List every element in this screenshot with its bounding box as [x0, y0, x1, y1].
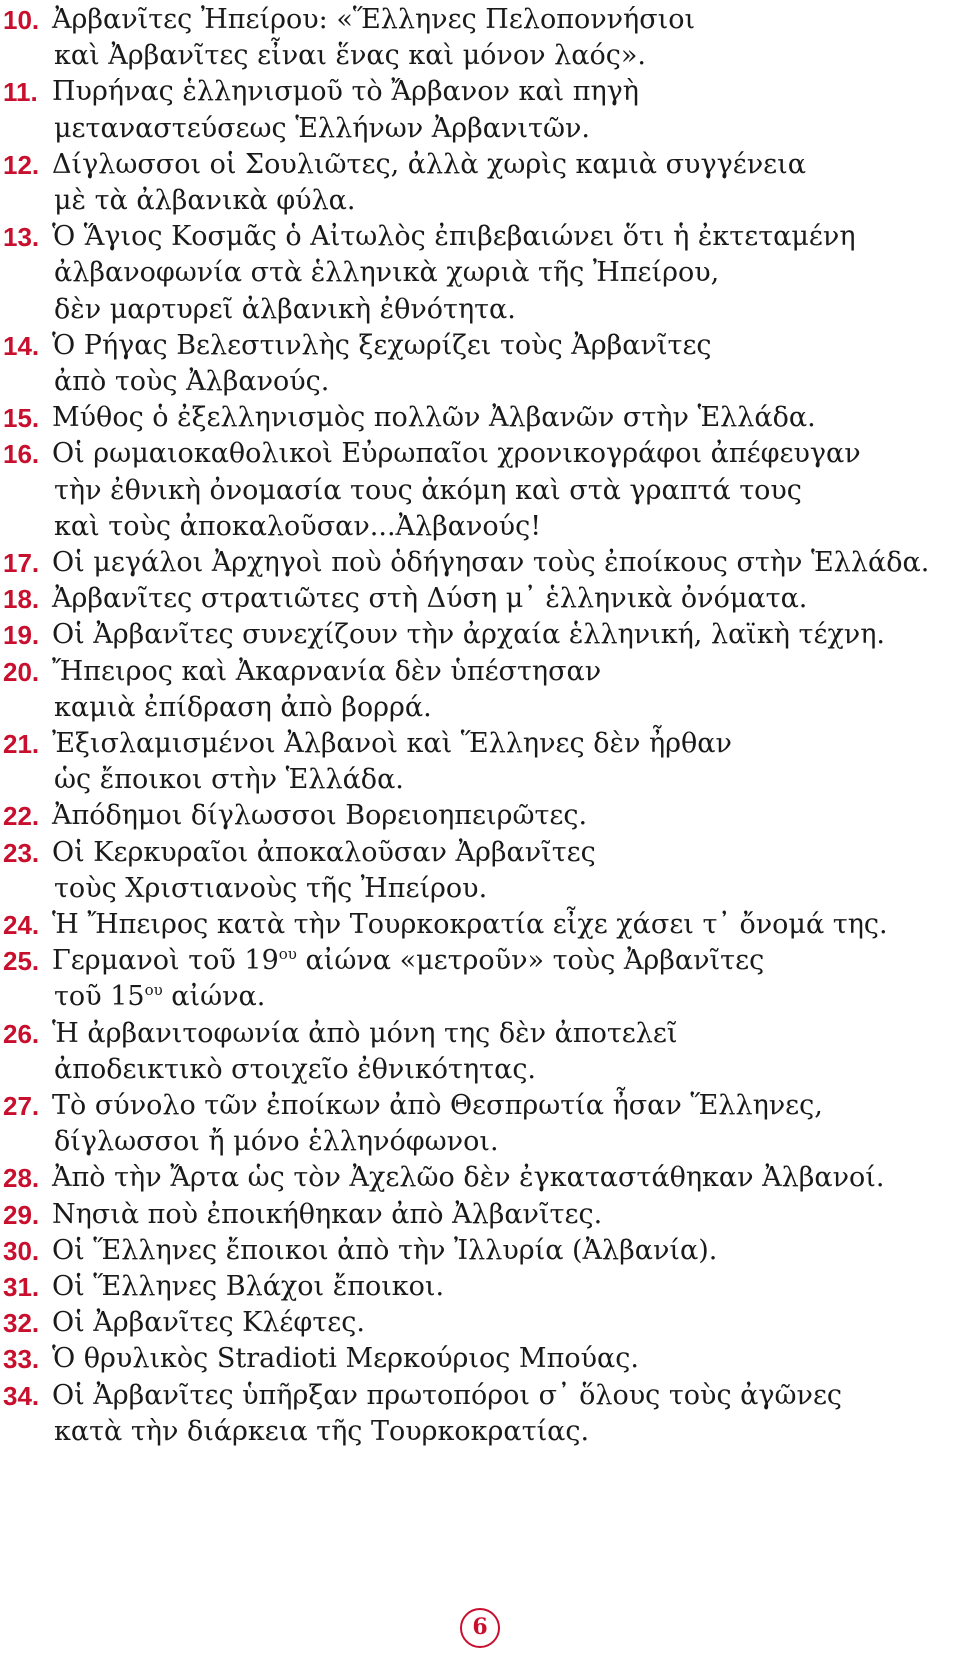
- entry-title-line: Νησιὰ ποὺ ἐποικήθηκαν ἀπὸ Ἀλβανῖτες.: [52, 1198, 603, 1230]
- entry-title-line: Οἱ Ἀρβανῖτες ὑπῆρξαν πρωτοπόροι σ᾽ ὅλους τοὺς ἀγῶνες: [52, 1379, 843, 1411]
- entry-number: 17. 26.: [3, 1018, 40, 1049]
- entry-continuation-line: μὲ τὰ ἀλβανικὰ φύλα.: [54, 184, 356, 216]
- entry-continuation-line: ἀπὸ τοὺς Ἀλβανούς.: [54, 365, 330, 397]
- toc-entry: [0, 905, 960, 940]
- entry-number: 20. 29.: [3, 1199, 40, 1230]
- entry-number: 14. 23.: [3, 837, 40, 868]
- entry-continuation-line: κατὰ τὴν διάρκεια τῆς Τουρκοκρατίας.: [54, 1415, 590, 1447]
- toc-entry: [0, 217, 960, 325]
- toc-entry: [0, 543, 960, 578]
- toc-entry: [0, 579, 960, 615]
- entry-number: 10. 19.: [3, 620, 40, 651]
- entry-title-line: Μύθος ὁ ἐξελληνισμὸς πολλῶν Ἀλβανῶν στὴν Ἑλλάδα.: [52, 402, 816, 434]
- entry-number: 4. 13.: [3, 222, 40, 253]
- toc-entry: [0, 833, 960, 904]
- page-number: 6: [460, 1608, 500, 1648]
- toc-entry: [0, 1014, 960, 1085]
- entry-continuation-line: ὡς ἔποικοι στὴν Ἑλλάδα.: [54, 764, 404, 796]
- toc-entry: [0, 1195, 960, 1230]
- entry-number: 16. 25.: [3, 946, 40, 977]
- ordinal-superscript: ου: [144, 981, 163, 1000]
- toc-entry: [0, 0, 960, 72]
- toc-entry: [0, 72, 960, 144]
- toc-entry: [0, 434, 960, 542]
- entry-continuation-line: ἀποδεικτικὸ στοιχεῖο ἐθνικότητας.: [54, 1053, 537, 1085]
- entry-number: 22. 31.: [3, 1272, 40, 1302]
- entry-continuation-line: μεταναστεύσεως Ἑλλήνων Ἀρβανιτῶν.: [54, 112, 590, 144]
- entry-continuation-line: ἀλβανοφωνία στὰ ἑλληνικὰ χωριὰ τῆς Ἠπείρου,: [54, 257, 720, 289]
- entry-number: 21. 30.: [3, 1235, 40, 1266]
- entry-continuation-line: τὴν ἐθνικὴ ὀνομασία τους ἀκόμη καὶ στὰ γραπτά τους: [54, 474, 802, 506]
- entry-continuation-line: δὲν μαρτυρεῖ ἀλβανικὴ ἐθνότητα.: [54, 293, 516, 325]
- entry-title-line: Οἱ μεγάλοι Ἀρχηγοὶ ποὺ ὁδήγησαν τοὺς ἐποίκους στὴν Ἑλλάδα.: [52, 547, 930, 578]
- entry-number: 6. 15.: [3, 403, 40, 434]
- entry-number: 1. 10.: [3, 5, 40, 35]
- toc-entry: [0, 1303, 960, 1339]
- toc-entry: [0, 1339, 960, 1375]
- entry-number: 9. 18.: [3, 584, 40, 615]
- entry-continuation-line: καμιὰ ἐπίδραση ἀπὸ βορρά.: [54, 691, 432, 723]
- entry-continuation-line: καὶ τοὺς ἀποκαλοῦσαν...Ἀλβανούς!: [54, 510, 542, 542]
- entry-title-line: Γερμανοὶ τοῦ $19^{o\upsilon}$ αἰώνα «μετροῦν» τοὺς Ἀρβανῖτες: [52, 945, 765, 977]
- toc-entry: [0, 1231, 960, 1266]
- entry-number: 8. 17.: [3, 548, 40, 578]
- entry-number: 15. 24.: [3, 910, 40, 940]
- entry-number: 7. 16.: [3, 439, 40, 470]
- entry-number: 3. 12.: [3, 149, 40, 180]
- entry-continuation-line: καὶ Ἀρβανῖτες εἶναι ἕνας καὶ μόνον λαός».: [54, 40, 646, 72]
- entry-title-line: Ἀρβανῖτες Ἠπείρου: «Ἕλληνες Πελοποννήσιοι: [52, 4, 696, 35]
- entry-title-line: Ὁ Ρήγας Βελεστινλὴς ξεχωρίζει τοὺς Ἀρβανῖτες: [52, 329, 712, 361]
- entry-number: 11. 20.: [3, 656, 40, 687]
- toc-entry: [0, 1267, 960, 1302]
- entry-number: 25. 34.: [3, 1380, 40, 1411]
- entry-number: 12. 21.: [3, 729, 40, 759]
- ordinal-superscript: ου: [278, 945, 297, 964]
- entry-title-line: Οἱ Ἕλληνες Βλάχοι ἔποικοι.: [52, 1271, 445, 1302]
- entry-number: 2. 11.: [3, 77, 38, 108]
- toc-entry: [0, 1086, 960, 1158]
- entry-title-line: Ὁ Ἅγιος Κοσμᾶς ὁ Αἰτωλὸς ἐπιβεβαιώνει ὅτι ἡ ἐκτεταμένη: [52, 221, 856, 253]
- entry-title-line: Ἡ Ἤπειρος κατὰ τὴν Τουρκοκρατία εἶχε χάσει τ᾽ ὄνομά της.: [52, 909, 888, 940]
- entry-title-line: Οἱ Ἀρβανῖτες Κλέφτες.: [52, 1307, 365, 1339]
- toc-entry: [0, 724, 960, 796]
- entry-number: 24. 33.: [3, 1344, 40, 1375]
- entry-continuation-line: τοὺς Χριστιανοὺς τῆς Ἠπείρου.: [54, 872, 488, 904]
- entry-title-line: Ἀπόδημοι δίγλωσσοι Βορειοηπειρῶτες.: [52, 800, 588, 832]
- entry-title-line: Ἡ ἀρβανιτοφωνία ἀπὸ μόνη της δὲν ἀποτελεῖ: [52, 1017, 678, 1049]
- entry-title-line: Ἀρβανῖτες στρατιῶτες στὴ Δύση μ᾽ ἑλληνικὰ ὀνόματα.: [52, 583, 808, 615]
- entry-continuation-line: δίγλωσσοι ἤ μόνο ἑλληνόφωνοι.: [54, 1126, 499, 1158]
- entry-number: 13. 22.: [3, 801, 40, 832]
- entry-title-line: Οἱ Ἕλληνες ἔποικοι ἀπὸ τὴν Ἰλλυρία (Ἀλβανία).: [52, 1234, 718, 1266]
- entry-number: 23. 32.: [3, 1308, 40, 1339]
- entry-title-line: Οἱ Κερκυραῖοι ἀποκαλοῦσαν Ἀρβανῖτες: [52, 836, 596, 868]
- entry-title-line: Ὁ θρυλικὸς Stradioti Μερκούριος Μπούας.: [52, 1343, 639, 1375]
- entry-title-line: Δίγλωσσοι οἱ Σουλιῶτες, ἀλλὰ χωρὶς καμιὰ συγγένεια: [52, 148, 806, 180]
- entry-title-line: Οἱ Ἀρβανῖτες συνεχίζουν τὴν ἀρχαία ἑλληνική, λαϊκὴ τέχνη.: [52, 619, 885, 651]
- toc-entry: [0, 796, 960, 832]
- entry-number: 18. 27.: [3, 1091, 40, 1121]
- entry-title-line: Οἱ ρωμαιοκαθολικοὶ Εὐρωπαῖοι χρονικογράφοι ἀπέφευγαν: [52, 438, 861, 470]
- toc-entry: [0, 398, 960, 434]
- toc-entry: [0, 1376, 960, 1447]
- entry-number: 5. 14.: [3, 330, 40, 361]
- entry-continuation-line: τοῦ $15^{o\upsilon}$ αἰώνα.: [54, 981, 266, 1013]
- entry-title-line: Τὸ σύνολο τῶν ἐποίκων ἀπὸ Θεσπρωτία ἦσαν Ἕλληνες,: [52, 1090, 823, 1121]
- toc-entry: [0, 326, 960, 397]
- entry-title-line: Πυρήνας ἑλληνισμοῦ τὸ Ἄρβανον καὶ πηγὴ: [52, 76, 639, 108]
- entry-title-line: Ἤπειρος καὶ Ἀκαρνανία δὲν ὑπέστησαν: [52, 655, 602, 687]
- entry-number: 19. 28.: [3, 1163, 40, 1194]
- toc-entry: [0, 652, 960, 723]
- entry-title-line: Ἀπὸ τὴν Ἄρτα ὡς τὸν Ἀχελῶο δὲν ἐγκαταστάθηκαν Ἀλβανοί.: [52, 1162, 885, 1194]
- toc-entry: [0, 1158, 960, 1194]
- toc-entry: [0, 145, 960, 216]
- entry-title-line: Ἐξισλαμισμένοι Ἀλβανοὶ καὶ Ἕλληνες δὲν ἦρθαν: [52, 728, 732, 759]
- toc-entry: [0, 615, 960, 651]
